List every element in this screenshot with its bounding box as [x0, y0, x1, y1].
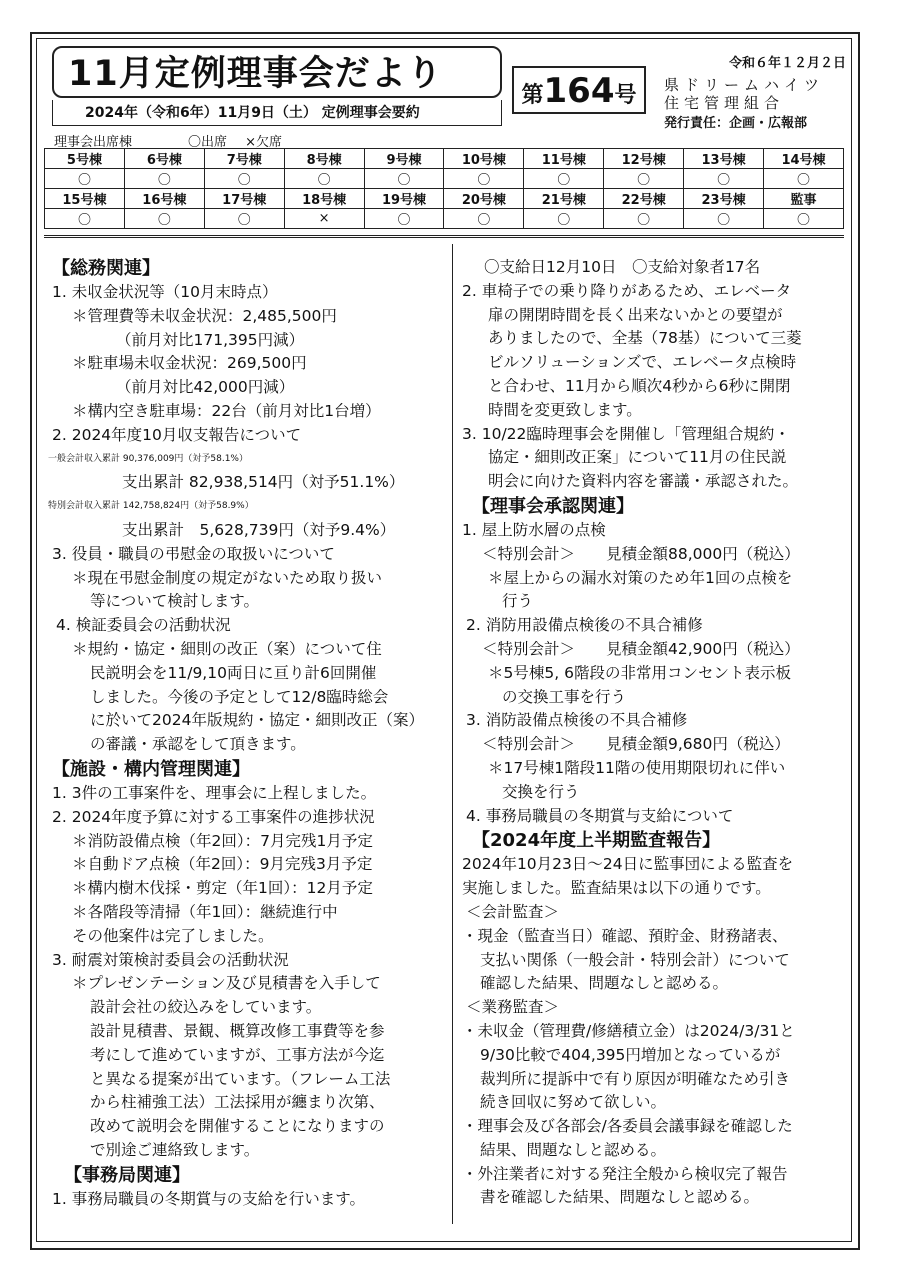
- column-divider: [452, 244, 453, 1224]
- text-line: 支払い関係（一般会計・特別会計）について: [480, 950, 790, 969]
- text-line: 1. 屋上防水層の点検: [462, 520, 606, 539]
- text-line: （前月対比171,395円減）: [116, 330, 305, 349]
- text-line: ＊プレゼンテーション及び見積書を入手して: [72, 974, 381, 993]
- text-line: ＜業務監査＞: [466, 998, 560, 1017]
- text-line: 設計会社の絞込みをしています。: [90, 998, 322, 1017]
- attendance-building-cell: 19号棟: [364, 189, 444, 209]
- text-line: 3. 役員・職員の弔慰金の取扱いについて: [52, 544, 335, 563]
- text-line: 9/30比較で404,395円増加となっているが: [480, 1045, 781, 1064]
- attendance-building-cell: 11号棟: [524, 149, 604, 169]
- text-line: ＊消防設備点検（年2回）：7月完残1月予定: [72, 831, 373, 850]
- text-line: 等について検討します。: [90, 592, 259, 611]
- text-line: 時間を変更致します。: [488, 400, 642, 419]
- attendance-building-cell: 15号棟: [45, 189, 125, 209]
- text-line: ＊各階段等清掃（年1回）：継続進行中: [72, 902, 338, 921]
- text-line: の審議・承認をして頂きます。: [90, 735, 306, 754]
- section-heading: 【理事会承認関連】: [472, 495, 634, 517]
- attendance-building-cell: 6号棟: [124, 149, 204, 169]
- text-line: 2. 2024年度予算に対する工事案件の進捗状況: [52, 807, 375, 826]
- text-line: ＊17号棟1階段11階の使用期限切れに伴い: [488, 758, 786, 777]
- text-line: 1. 事務局職員の冬期賞与の支給を行います。: [52, 1189, 365, 1208]
- text-line: ありましたので、全基（78基）について三菱: [488, 329, 802, 348]
- text-line: 書を確認した結果、問題なしと認める。: [480, 1188, 760, 1207]
- text-line: 1. 未収金状況等（10月末時点）: [52, 283, 278, 301]
- text-line: 明会に向けた資料内容を審議・承認された。: [488, 472, 799, 491]
- attendance-status-cell: 〇: [764, 209, 844, 229]
- text-line: 考にして進めていますが、工事方法が今迄: [90, 1045, 385, 1064]
- attendance-status-cell: 〇: [364, 209, 444, 229]
- issue-number-box: [512, 66, 646, 114]
- attendance-building-cell: 21号棟: [524, 189, 604, 209]
- text-line: 3. 10/22臨時理事会を開催し「管理組合規約・: [462, 424, 790, 443]
- text-line: 一般会計収入累計 90,376,009円（対予58.1%）: [48, 453, 248, 464]
- text-line: しました。今後の予定として12/8臨時総会: [90, 687, 389, 706]
- attendance-status-cell: 〇: [604, 169, 684, 189]
- text-line: に於いて2024年版規約・協定・細則改正（案）: [90, 711, 424, 730]
- attendance-legend: 〇出席 ×欠席: [188, 135, 283, 150]
- attendance-status-cell: 〇: [684, 169, 764, 189]
- attendance-status-cell: 〇: [764, 169, 844, 189]
- text-line: 2024年10月23日～24日に監事団による監査を: [462, 855, 794, 874]
- text-line: ・現金（監査当日）確認、預貯金、財務諸表、: [462, 926, 788, 945]
- text-line: 2. 消防用設備点検後の不具合補修: [466, 616, 703, 635]
- text-line: （前月対比42,000円減）: [116, 378, 295, 397]
- attendance-status-cell: 〇: [524, 209, 604, 229]
- text-line: ・理事会及び各部会/各委員会議事録を確認した: [462, 1117, 793, 1136]
- attendance-status-row: [45, 169, 844, 189]
- text-line: 続き回収に努めて欲しい。: [480, 1093, 667, 1112]
- text-line: 特別会計収入累計 142,758,824円（対予58.9%）: [48, 501, 254, 512]
- text-line: の交換工事を行う: [502, 687, 627, 706]
- attendance-status-cell: 〇: [604, 209, 684, 229]
- issue-suffix: 号: [614, 83, 637, 108]
- attendance-building-cell: 17号棟: [204, 189, 284, 209]
- text-line: 2. 2024年度10月収支報告について: [52, 425, 302, 444]
- section-heading: 【事務局関連】: [64, 1164, 190, 1186]
- text-line: 実施しました。監査結果は以下の通りです。: [462, 879, 771, 898]
- attendance-building-cell: 5号棟: [45, 149, 125, 169]
- text-line: ＜特別会計＞ 見積金額88,000円（税込）: [482, 544, 800, 563]
- text-line: 支出累計 82,938,514円（対予51.1%）: [122, 473, 405, 492]
- text-line: 扉の開閉時間を長く出来ないかとの要望が: [488, 305, 783, 324]
- text-line: 行う: [502, 592, 534, 611]
- attendance-status-cell: 〇: [45, 209, 125, 229]
- attendance-status-cell: 〇: [364, 169, 444, 189]
- attendance-building-row: [45, 149, 844, 169]
- text-line: 確認した結果、問題なしと認める。: [480, 974, 729, 993]
- attendance-label: 理事会出席棟: [54, 135, 133, 150]
- text-line: 支出累計 5,628,739円（対予9.4%）: [122, 520, 396, 539]
- attendance-building-cell: 9号棟: [364, 149, 444, 169]
- text-line: ＊構内空き駐車場：22台（前月対比1台増）: [72, 401, 381, 420]
- text-line: 民説明会を11/9,10両日に亘り計6回開催: [90, 663, 377, 682]
- text-line: ＊現在弔慰金制度の規定がないため取り扱い: [72, 568, 383, 587]
- newsletter-title: 11月定例理事会だより: [52, 46, 502, 98]
- attendance-status-cell: 〇: [444, 169, 524, 189]
- text-line: で別途ご連絡致します。: [90, 1140, 260, 1159]
- attendance-building-cell: 18号棟: [284, 189, 364, 209]
- text-line: ＜特別会計＞ 見積金額9,680円（税込）: [482, 735, 790, 754]
- text-line: 4. 検証委員会の活動状況: [56, 616, 231, 635]
- attendance-status-cell: 〇: [684, 209, 764, 229]
- text-line: 設計見積書、景観、概算改修工事費等を参: [90, 1021, 385, 1040]
- attendance-building-cell: 12号棟: [604, 149, 684, 169]
- attendance-status-cell: 〇: [124, 169, 204, 189]
- attendance-building-cell: 7号棟: [204, 149, 284, 169]
- text-line: 裁判所に提訴中で有り原因が明確なため引き: [480, 1069, 791, 1088]
- attendance-building-cell: 23号棟: [684, 189, 764, 209]
- text-line: ＊構内樹木伐採・剪定（年1回）：12月予定: [72, 879, 373, 898]
- attendance-status-row: [45, 209, 844, 229]
- issue-number: 164: [543, 71, 615, 111]
- attendance-building-cell: 20号棟: [444, 189, 524, 209]
- text-line: から柱補強工法）工法採用が纏まり次第、: [90, 1093, 385, 1112]
- text-line: 4. 事務局職員の冬期賞与支給について: [466, 806, 734, 825]
- attendance-status-cell: 〇: [524, 169, 604, 189]
- text-line: ＊規約・協定・細則の改正（案）について住: [72, 639, 382, 658]
- attendance-building-cell: 16号棟: [124, 189, 204, 209]
- text-line: ・未収金（管理費/修繕積立金）は2024/3/31と: [462, 1021, 795, 1040]
- attendance-building-cell: 13号棟: [684, 149, 764, 169]
- text-line: 〇支給日12月10日 〇支給対象者17名: [484, 258, 761, 276]
- meeting-subtitle: 2024年（令和6年）11月9日（土） 定例理事会要約: [52, 100, 502, 126]
- text-line: 3. 耐震対策検討委員会の活動状況: [52, 950, 289, 969]
- text-line: と異なる提案が出ています。（フレーム工法: [90, 1069, 391, 1088]
- text-line: ビルソリューションズで、エレベータ点検時: [488, 353, 797, 372]
- text-line: 3. 消防設備点検後の不具合補修: [466, 711, 688, 730]
- section-heading: 【2024年度上半期監査報告】: [472, 830, 721, 852]
- text-line: ＊管理費等未収金状況：2,485,500円: [72, 306, 337, 325]
- text-line: ＜特別会計＞ 見積金額42,900円（税込）: [482, 639, 800, 658]
- attendance-building-cell: 22号棟: [604, 189, 684, 209]
- text-line: 改めて説明会を開催することになりますの: [90, 1117, 385, 1136]
- attendance-status-cell: 〇: [124, 209, 204, 229]
- section-heading: 【施設・構内管理関連】: [52, 758, 250, 780]
- text-line: と合わせ、11月から順次4秒から6秒に開閉: [488, 376, 791, 395]
- attendance-building-cell: 8号棟: [284, 149, 364, 169]
- attendance-building-cell: 14号棟: [764, 149, 844, 169]
- header-separator: [44, 235, 844, 238]
- attendance-building-row: [45, 189, 844, 209]
- text-line: 1. 3件の工事案件を、理事会に上程しました。: [52, 783, 377, 802]
- attendance-status-cell: 〇: [204, 209, 284, 229]
- attendance-status-cell: 〇: [204, 169, 284, 189]
- text-line: ＊駐車場未収金状況：269,500円: [72, 354, 307, 373]
- organization-line-2: 住宅管理組合: [664, 94, 785, 112]
- text-line: 協定・細則改正案」について11月の住民説: [488, 448, 787, 467]
- text-line: 2. 車椅子での乗り降りがあるため、エレベータ: [462, 281, 792, 300]
- attendance-status-cell: 〇: [45, 169, 125, 189]
- text-line: 交換を行う: [502, 782, 580, 801]
- text-line: ＊屋上からの漏水対策のため年1回の点検を: [488, 568, 793, 587]
- organization-line-1: 県ドリームハイツ: [664, 76, 825, 94]
- right-column: [462, 256, 854, 1210]
- attendance-status-cell: 〇: [444, 209, 524, 229]
- attendance-status-cell: ×: [284, 209, 364, 229]
- text-line: 結果、問題なしと認める。: [480, 1140, 667, 1159]
- attendance-status-cell: 〇: [284, 169, 364, 189]
- text-line: ・外注業者に対する発注全般から検収完了報告: [462, 1164, 788, 1183]
- text-line: ＊5号棟5, 6階段の非常用コンセント表示板: [488, 663, 791, 682]
- left-column: [48, 256, 448, 1211]
- issue-prefix: 第: [521, 83, 544, 108]
- issue-date: 令和６年１２月２日: [728, 56, 846, 71]
- text-line: その他案件は完了しました。: [72, 926, 274, 945]
- text-line: ＊自動ドア点検（年2回）：9月完残3月予定: [72, 855, 373, 874]
- attendance-building-cell: 監事: [764, 189, 844, 209]
- publisher-responsible: 発行責任：企画・広報部: [664, 116, 808, 131]
- organization-name: [664, 76, 824, 112]
- attendance-table: [44, 148, 844, 229]
- text-line: ＜会計監査＞: [466, 902, 560, 921]
- section-heading: 【総務関連】: [52, 258, 160, 279]
- attendance-building-cell: 10号棟: [444, 149, 524, 169]
